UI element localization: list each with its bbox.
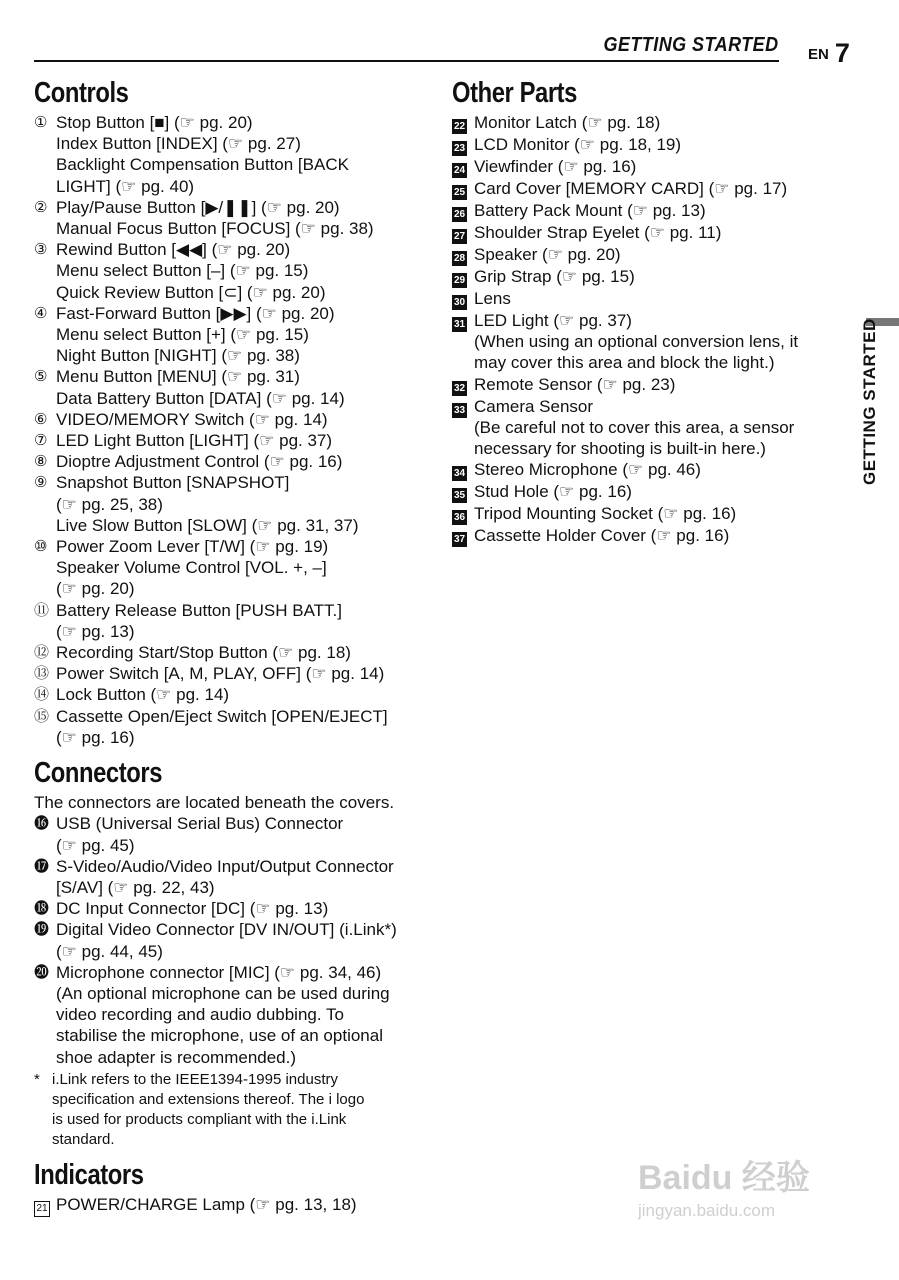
list-item <box>452 266 842 288</box>
other-parts-list <box>452 112 842 547</box>
item-number-marker: 28 <box>453 253 466 264</box>
item-text-line: Menu select Button [–] (☞ pg. 15) <box>56 261 309 281</box>
item-number-marker: ⑪ <box>34 601 50 619</box>
list-item <box>452 244 842 266</box>
item-text-line: video recording and audio dubbing. To <box>56 1005 344 1025</box>
item-text-line: (☞ pg. 13) <box>56 621 135 641</box>
list-item <box>452 396 842 460</box>
item-text-line: Battery Release Button [PUSH BATT.] <box>56 600 342 620</box>
list-item <box>452 525 842 547</box>
item-text-line: Grip Strap (☞ pg. 15) <box>474 267 635 286</box>
item-text-line: necessary for shooting is built-in here.) <box>474 439 766 459</box>
item-number-marker: ⑧ <box>34 453 48 471</box>
item-text-line: USB (Universal Serial Bus) Connector <box>56 814 344 834</box>
item-text-line: Night Button [NIGHT] (☞ pg. 38) <box>56 346 300 366</box>
item-text-line: (☞ pg. 16) <box>56 727 135 747</box>
item-number-marker: ⑭ <box>34 686 50 704</box>
item-number-marker: ② <box>34 198 48 216</box>
item-text-line: Rewind Button [◀◀] (☞ pg. 20) <box>56 240 291 260</box>
item-text-line: (☞ pg. 25, 38) <box>56 494 163 514</box>
item-text-line: Data Battery Button [DATA] (☞ pg. 14) <box>56 388 345 408</box>
item-text-line: Play/Pause Button [▶/❚❚] (☞ pg. 20) <box>56 197 340 217</box>
footnote-asterisk: * <box>34 1070 40 1088</box>
page-header <box>34 34 779 62</box>
item-number-marker: 26 <box>453 209 466 220</box>
item-text-line: Speaker Volume Control [VOL. +, –] <box>56 558 327 578</box>
item-text-line: LCD Monitor (☞ pg. 18, 19) <box>474 135 682 154</box>
page-number: 7 <box>834 38 850 68</box>
list-item <box>34 197 434 239</box>
item-text-line: Cassette Open/Eject Switch [OPEN/EJECT] <box>56 706 388 726</box>
item-number-marker: 24 <box>453 165 466 176</box>
item-text-line: Lock Button (☞ pg. 14) <box>56 685 230 705</box>
right-column <box>452 76 842 547</box>
list-item <box>34 706 434 748</box>
list-item <box>34 303 434 367</box>
item-number-marker: ① <box>34 114 48 131</box>
list-item <box>452 310 842 374</box>
item-text-line: (Be careful not to cover this area, a sensor <box>474 417 795 437</box>
item-number-marker: 37 <box>453 534 466 546</box>
item-number-marker: ⑩ <box>34 538 48 556</box>
list-item <box>34 856 434 898</box>
list-item <box>34 430 434 451</box>
item-text-line: Power Zoom Lever [T/W] (☞ pg. 19) <box>56 537 329 557</box>
language-label: EN <box>808 46 829 63</box>
item-text-line: Microphone connector [MIC] (☞ pg. 34, 46) <box>56 962 382 982</box>
item-text-line: VIDEO/MEMORY Switch (☞ pg. 14) <box>56 409 328 429</box>
list-item <box>452 222 842 244</box>
list-item <box>452 156 842 178</box>
item-number-marker: ⑬ <box>34 665 50 683</box>
indicators-list <box>34 1194 434 1217</box>
side-tab-label: GETTING STARTED <box>860 318 879 485</box>
item-number-marker: ⓰ <box>34 815 50 833</box>
item-text-line: (When using an optional conversion lens, it <box>474 332 799 352</box>
item-text-line: POWER/CHARGE Lamp (☞ pg. 13, 18) <box>56 1194 357 1214</box>
item-number-marker: ⑨ <box>34 474 48 492</box>
item-number-marker: ⓲ <box>34 900 50 918</box>
list-item <box>34 112 434 197</box>
item-number-marker: ⑫ <box>34 644 50 662</box>
item-text-line: Lens <box>474 289 511 308</box>
list-item <box>34 962 434 1068</box>
item-text-line: shoe adapter is recommended.) <box>56 1047 297 1067</box>
item-text-line: (An optional microphone can be used during <box>56 983 390 1003</box>
list-item <box>34 898 434 919</box>
item-number-marker: 21 <box>34 1194 56 1217</box>
item-number-marker: 36 <box>453 512 466 524</box>
list-item <box>34 451 434 472</box>
item-number-marker: 33 <box>453 404 466 416</box>
list-item <box>452 288 842 310</box>
item-text-line: LED Light (☞ pg. 37) <box>474 311 632 330</box>
item-number-marker: 31 <box>453 319 466 330</box>
list-item <box>34 663 434 684</box>
item-text-line: Cassette Holder Cover (☞ pg. 16) <box>474 526 730 546</box>
item-number-marker: 27 <box>453 231 466 242</box>
item-number-marker: ⑮ <box>34 707 50 725</box>
item-text-line: Manual Focus Button [FOCUS] (☞ pg. 38) <box>56 219 374 239</box>
item-number-marker: ⑤ <box>34 368 48 386</box>
footnote-line: standard. <box>52 1130 115 1148</box>
list-item <box>34 239 434 303</box>
item-number-marker: ⓴ <box>34 963 50 981</box>
item-number-marker: 32 <box>453 382 466 394</box>
item-text-line: Shoulder Strap Eyelet (☞ pg. 11) <box>474 223 722 242</box>
item-text-line: Menu select Button [+] (☞ pg. 15) <box>56 325 309 345</box>
item-text-line: LIGHT] (☞ pg. 40) <box>56 176 195 196</box>
list-item <box>34 919 434 961</box>
list-item <box>452 112 842 134</box>
list-item <box>34 600 434 642</box>
item-text-line: Snapshot Button [SNAPSHOT] <box>56 473 290 493</box>
item-number-marker: 23 <box>453 143 466 154</box>
list-item <box>452 134 842 156</box>
item-text-line: S-Video/Audio/Video Input/Output Connector <box>56 856 394 876</box>
item-text-line: Monitor Latch (☞ pg. 18) <box>474 113 661 132</box>
ilink-footnote <box>34 1070 434 1150</box>
item-text-line: Menu Button [MENU] (☞ pg. 31) <box>56 367 300 387</box>
item-number-marker: 22 <box>453 121 466 132</box>
list-item <box>452 503 842 525</box>
connectors-intro: The connectors are located beneath the covers. <box>34 793 395 813</box>
item-number-marker: ⑦ <box>34 432 48 450</box>
item-text-line: Camera Sensor <box>474 396 594 416</box>
connectors-heading: Connectors <box>34 757 163 790</box>
list-item <box>34 409 434 430</box>
watermark-logo: Baidu 经验 <box>638 1159 810 1197</box>
list-item <box>34 684 434 705</box>
list-item <box>34 1194 434 1217</box>
item-number-marker: ④ <box>34 304 48 322</box>
item-text-line: (☞ pg. 20) <box>56 579 135 599</box>
item-text-line: Battery Pack Mount (☞ pg. 13) <box>474 201 706 220</box>
list-item <box>452 200 842 222</box>
list-item <box>452 374 842 396</box>
item-text-line: Remote Sensor (☞ pg. 23) <box>474 374 676 394</box>
item-text-line: Tripod Mounting Socket (☞ pg. 16) <box>474 504 737 524</box>
item-text-line: Recording Start/Stop Button (☞ pg. 18) <box>56 643 351 663</box>
item-text-line: Index Button [INDEX] (☞ pg. 27) <box>56 134 301 154</box>
item-text-line: (☞ pg. 45) <box>56 835 135 855</box>
item-text-line: may cover this area and block the light.) <box>474 353 775 373</box>
item-number-marker: 35 <box>453 490 466 502</box>
list-item <box>34 472 434 536</box>
list-item <box>452 178 842 200</box>
indicators-heading: Indicators <box>34 1158 144 1191</box>
list-item <box>452 481 842 503</box>
baidu-watermark <box>638 1150 858 1260</box>
page-number-block <box>808 38 850 69</box>
header-title: GETTING STARTED <box>603 34 779 56</box>
item-number-marker: 34 <box>453 468 466 480</box>
footnote-text <box>52 1070 364 1150</box>
item-text-line: Fast-Forward Button [▶▶] (☞ pg. 20) <box>56 303 335 323</box>
item-number-marker: 30 <box>453 297 466 308</box>
item-number-marker: ⑥ <box>34 410 48 428</box>
item-text-line: Dioptre Adjustment Control (☞ pg. 16) <box>56 452 343 472</box>
footnote-line: is used for products compliant with the i.Link <box>52 1110 347 1128</box>
left-column <box>34 76 434 1217</box>
item-number-marker: 29 <box>453 275 466 286</box>
list-item <box>34 366 434 408</box>
list-item <box>34 642 434 663</box>
controls-heading: Controls <box>34 77 129 109</box>
connectors-list <box>34 813 434 1067</box>
item-text-line: Speaker (☞ pg. 20) <box>474 245 621 264</box>
item-text-line: Stud Hole (☞ pg. 16) <box>474 482 632 502</box>
item-number-marker: ③ <box>34 241 48 259</box>
footnote-line: specification and extensions thereof. The i logo <box>52 1090 365 1108</box>
list-item <box>452 459 842 481</box>
item-number-marker: 25 <box>453 187 466 198</box>
item-text-line: Quick Review Button [⊂] (☞ pg. 20) <box>56 282 326 302</box>
item-text-line: Card Cover [MEMORY CARD] (☞ pg. 17) <box>474 179 788 198</box>
other-parts-heading: Other Parts <box>452 77 578 109</box>
item-number-marker: ⓳ <box>34 921 50 939</box>
item-text-line: DC Input Connector [DC] (☞ pg. 13) <box>56 899 329 919</box>
item-text-line: (☞ pg. 44, 45) <box>56 941 163 961</box>
watermark-url: jingyan.baidu.com <box>638 1201 776 1220</box>
item-number-marker: ⓱ <box>34 857 50 875</box>
item-text-line: LED Light Button [LIGHT] (☞ pg. 37) <box>56 431 333 451</box>
item-text-line: Power Switch [A, M, PLAY, OFF] (☞ pg. 14) <box>56 664 385 684</box>
controls-list <box>34 112 434 748</box>
item-text-line: Stop Button [■] (☞ pg. 20) <box>56 113 253 132</box>
item-text-line: Digital Video Connector [DV IN/OUT] (i.Link*) <box>56 920 397 940</box>
item-text-line: Live Slow Button [SLOW] (☞ pg. 31, 37) <box>56 515 359 535</box>
item-text-line: Viewfinder (☞ pg. 16) <box>474 157 637 176</box>
item-text-line: Stereo Microphone (☞ pg. 46) <box>474 460 701 480</box>
item-text-line: Backlight Compensation Button [BACK <box>56 155 349 175</box>
footnote-line: i.Link refers to the IEEE1394-1995 industry <box>52 1070 338 1088</box>
item-text-line: stabilise the microphone, use of an optional <box>56 1026 383 1046</box>
item-text-line: [S/AV] (☞ pg. 22, 43) <box>56 877 215 897</box>
list-item <box>34 536 434 600</box>
list-item <box>34 813 434 855</box>
